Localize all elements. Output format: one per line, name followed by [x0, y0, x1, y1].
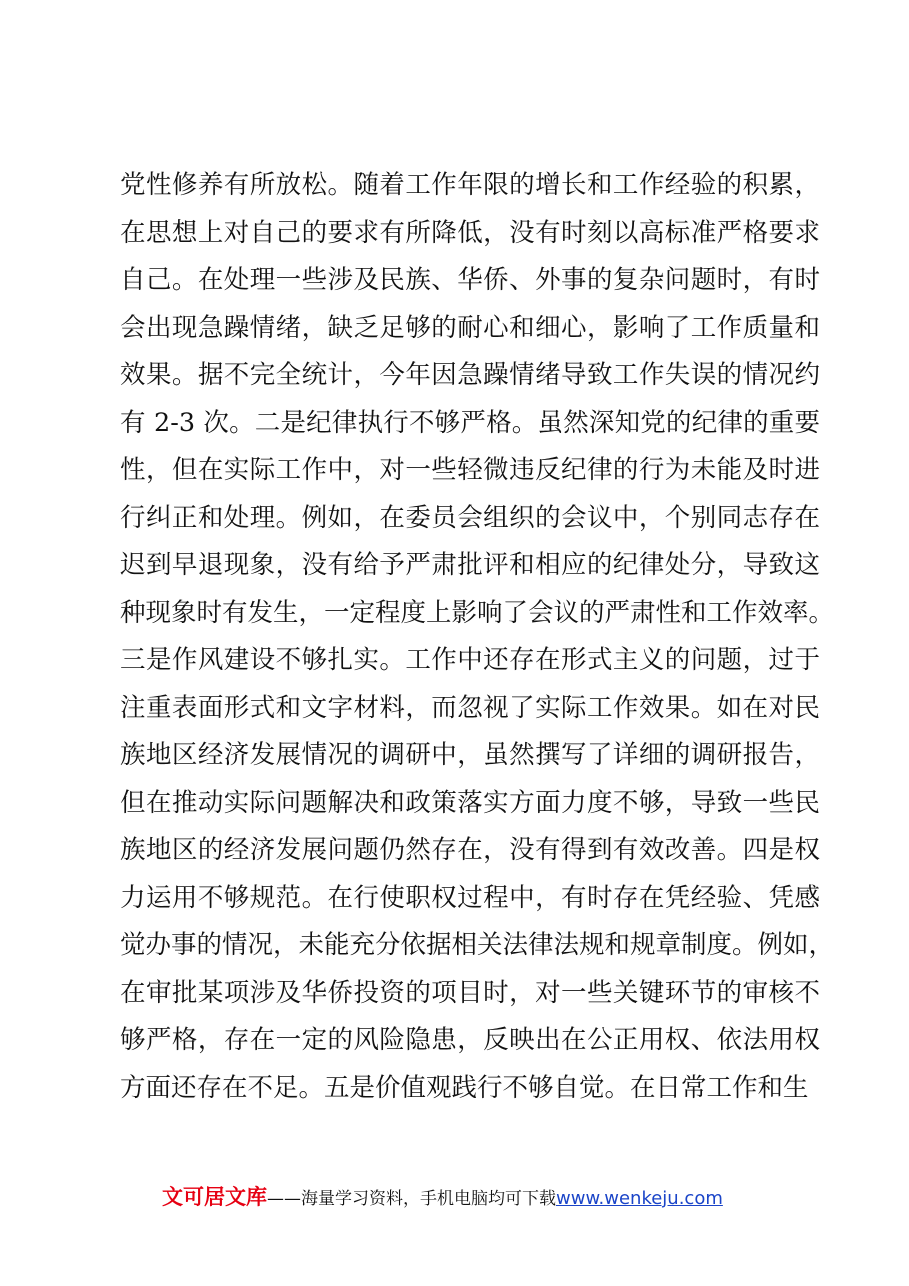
text-line: 但在推动实际问题解决和政策落实方面力度不够，导致一些民 [120, 787, 820, 818]
text-line: 觉办事的情况，未能充分依据相关法律法规和规章制度。例如， [120, 930, 835, 960]
text-line: 效果。据不完全统计，今年因急躁情绪导致工作失误的情况约 [120, 360, 820, 390]
text-line: 行纠正和处理。例如，在委员会组织的会议中，个别同志存在 [120, 502, 820, 533]
footer-site-link[interactable]: www.wenkeju.com [556, 1188, 723, 1209]
footer-banner [162, 1180, 723, 1214]
text-line: 族地区的经济发展问题仍然存在，没有得到有效改善。四是权 [120, 835, 820, 865]
text-line: 有 2-3 次。二是纪律执行不够严格。虽然深知党的纪律的重要 [120, 407, 820, 438]
text-line: 在审批某项涉及华侨投资的项目时，对一些关键环节的审核不 [120, 977, 820, 1008]
text-line: 在思想上对自己的要求有所降低，没有时刻以高标准严格要求 [120, 217, 820, 248]
text-line: 会出现急躁情绪，缺乏足够的耐心和细心，影响了工作质量和 [120, 312, 820, 343]
text-line: 种现象时有发生，一定程度上影响了会议的严肃性和工作效率。 [120, 597, 835, 628]
text-line: 族地区经济发展情况的调研中，虽然撰写了详细的调研报告， [120, 740, 820, 770]
text-line: 自己。在处理一些涉及民族、华侨、外事的复杂问题时，有时 [120, 265, 820, 295]
text-line: 党性修养有所放松。随着工作年限的增长和工作经验的积累， [120, 170, 820, 200]
text-line: 方面还存在不足。五是价值观践行不够自觉。在日常工作和生 [120, 1072, 809, 1103]
footer-slogan: ——海量学习资料，手机电脑均可下载 [267, 1189, 556, 1209]
text-line: 三是作风建设不够扎实。工作中还存在形式主义的问题，过于 [120, 645, 820, 675]
text-line: 力运用不够规范。在行使职权过程中，有时存在凭经验、凭感 [120, 882, 820, 913]
text-line: 迟到早退现象，没有给予严肃批评和相应的纪律处分，导致这 [120, 550, 820, 580]
text-line: 注重表面形式和文字材料，而忽视了实际工作效果。如在对民 [120, 692, 820, 723]
body-text [120, 162, 835, 1112]
text-line: 够严格，存在一定的风险隐患，反映出在公正用权、依法用权 [120, 1025, 820, 1055]
footer-brand: 文可居文库 [162, 1185, 267, 1209]
text-line: 性，但在实际工作中，对一些轻微违反纪律的行为未能及时进 [120, 455, 820, 485]
